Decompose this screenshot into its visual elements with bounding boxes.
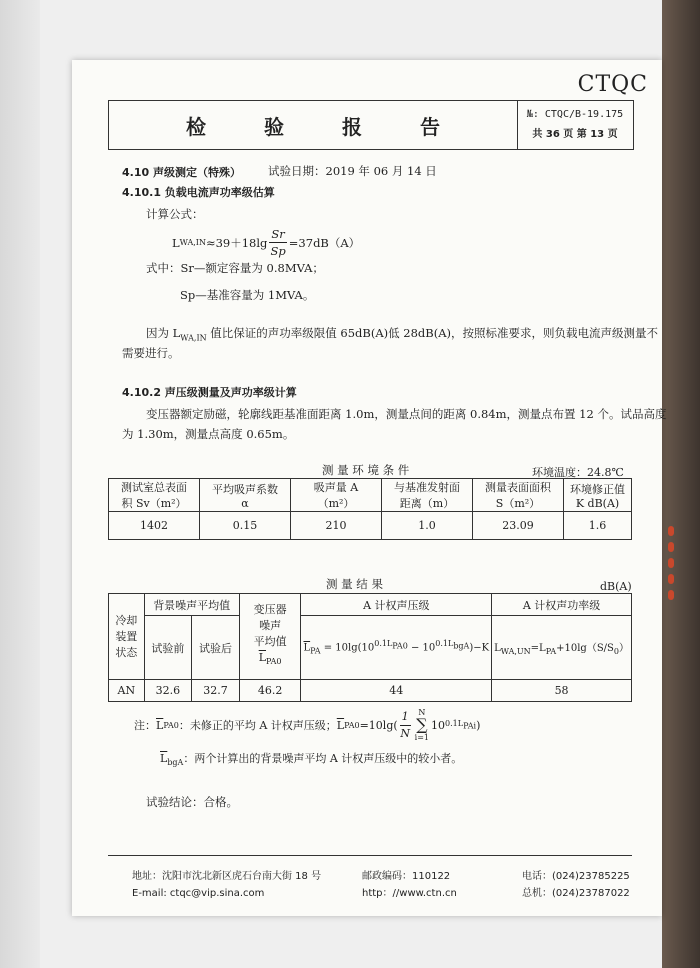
calc-label: 计算公式： <box>146 207 204 221</box>
result-cell: 32.6 <box>144 680 192 702</box>
report-page <box>72 60 667 916</box>
env-header-cell: 吸声量 A （m²） <box>291 479 382 512</box>
footer-switchboard: 总机：(024)23787022 <box>522 888 630 899</box>
env-header-cell: 环境修正值 K dB(A) <box>564 479 632 512</box>
env-header-cell: 平均吸声系数 α <box>200 479 291 512</box>
test-date: 试验日期：2019 年 06 月 14 日 <box>268 164 437 178</box>
title-char: 检 <box>186 114 206 139</box>
measurement-paragraph-line1: 变压器额定励磁，轮廓线距基准面距离 1.0m，测量点间的距离 0.84m，测量点布置 12 个。试品高度 <box>146 407 667 421</box>
sound-power-header: A 计权声功率级 <box>492 594 632 616</box>
page-count: 共 36 页 第 13 页 <box>532 129 618 140</box>
result-cell: 32.7 <box>192 680 240 702</box>
footer-postcode: 邮政编码：110122 <box>362 871 451 882</box>
binding-marks <box>668 520 676 620</box>
env-header-cell: 与基准发射面 距离（m） <box>382 479 473 512</box>
doc-number: №: CTQC/B-19.175 <box>526 109 624 120</box>
env-value-cell: 1402 <box>109 512 200 540</box>
background-noise-header: 背景噪声平均值 <box>144 594 239 616</box>
footer-phone: 电话：(024)23785225 <box>522 871 630 882</box>
transformer-noise-header: 变压器 噪声 平均值 $\overline{L}_{PA0}$ <box>239 594 301 680</box>
result-cell: 44 <box>301 680 492 702</box>
results-table <box>108 593 632 702</box>
where-sr: 式中：Sr—额定容量为 0.8MVA； <box>146 261 324 275</box>
measurement-paragraph-line2: 为 1.30m，测量点高度 0.65m。 <box>122 427 295 441</box>
footer-address: 地址：沈阳市沈北新区虎石台南大街 18 号 <box>132 871 322 882</box>
env-header-cell: 测试室总表面 积 Sv（m²） <box>109 479 200 512</box>
ambient-temperature: 环境温度：24.8℃ <box>532 466 624 479</box>
section-4-10-1-heading: 4.10.1 负载电流声功率级估算 <box>122 186 275 199</box>
bg-after-header: 试验后 <box>192 616 240 680</box>
env-value-cell: 210 <box>291 512 382 540</box>
sound-power-formula: L WA,IN ≈39＋18lg $\frac{Sr}{Sp}$ =37dB（A） <box>172 227 361 258</box>
footer-row-1 <box>132 868 632 885</box>
footer-divider <box>108 855 632 856</box>
env-header-cell: 测量表面面积 S（m²） <box>473 479 564 512</box>
result-cell: 46.2 <box>239 680 301 702</box>
footer-email: E-mail: ctqc@vip.sina.com <box>132 888 265 899</box>
env-value-cell: 0.15 <box>200 512 291 540</box>
report-header <box>108 100 634 150</box>
env-table-caption: 测 量 环 境 条 件 <box>322 463 410 477</box>
footer-row-2 <box>132 885 632 902</box>
result-cell: AN <box>109 680 145 702</box>
env-header-row <box>109 479 632 512</box>
env-value-cell: 23.09 <box>473 512 564 540</box>
binder-right-edge <box>662 0 700 968</box>
sound-power-formula: $L_{WA,UN}=L_{PA}+10\lg(S/S_0)$ <box>492 616 632 680</box>
cooling-header: 冷却 装置 状态 <box>109 594 145 680</box>
test-conclusion: 试验结论：合格。 <box>146 795 238 809</box>
title-char: 报 <box>342 114 362 139</box>
section-4-10-heading: 4.10 声级测定（特殊） <box>122 166 241 179</box>
sound-pressure-formula: $\overline{L}_{PA} = 10\lg(10^{0.1L_{PA0}} - 10^{0.1L_{bgA}})-K$ <box>301 616 492 680</box>
report-title <box>109 101 518 149</box>
binder-left-edge <box>0 0 40 968</box>
env-value-row <box>109 512 632 540</box>
note-2: $\overline{L}_{bgA}$：两个计算出的背景噪声平均 A 计权声压级中的较小者。 <box>160 752 463 768</box>
result-table-caption: 测 量 结 果 <box>326 577 383 591</box>
env-value-cell: 1.6 <box>564 512 632 540</box>
result-unit: dB(A) <box>600 580 632 593</box>
title-char: 验 <box>264 114 284 139</box>
note-paragraph-line2: 需要进行。 <box>122 346 180 360</box>
where-sp: Sp—基准容量为 1MVA。 <box>180 288 315 302</box>
note-paragraph-line1: 因为 $L_{WA,IN}$ 值比保证的声功率级限值 65dB(A)低 28dB(A)，按照标准要求，则负载电流声级测量不 <box>146 326 659 343</box>
env-value-cell: 1.0 <box>382 512 473 540</box>
brand-logo: CTQC <box>577 72 648 97</box>
doc-meta <box>519 105 631 145</box>
section-4-10-2-heading: 4.10.2 声压级测量及声功率级计算 <box>122 386 297 399</box>
title-char: 告 <box>420 114 440 139</box>
result-row <box>109 680 632 702</box>
note-1: 注： $\overline{L}$ PA0 ：未修正的平均 A 计权声压级； $\overline{L}$ PA0 =10lg( $\frac{1}{N}$ N ∑ i=1 10 $0.1L_{PAi}$ ) <box>134 708 481 742</box>
result-cell: 58 <box>492 680 632 702</box>
footer <box>132 868 632 902</box>
environment-table <box>108 478 632 540</box>
footer-website: http：//www.ctn.cn <box>362 888 457 899</box>
bg-before-header: 试验前 <box>144 616 192 680</box>
sound-pressure-header: A 计权声压级 <box>301 594 492 616</box>
